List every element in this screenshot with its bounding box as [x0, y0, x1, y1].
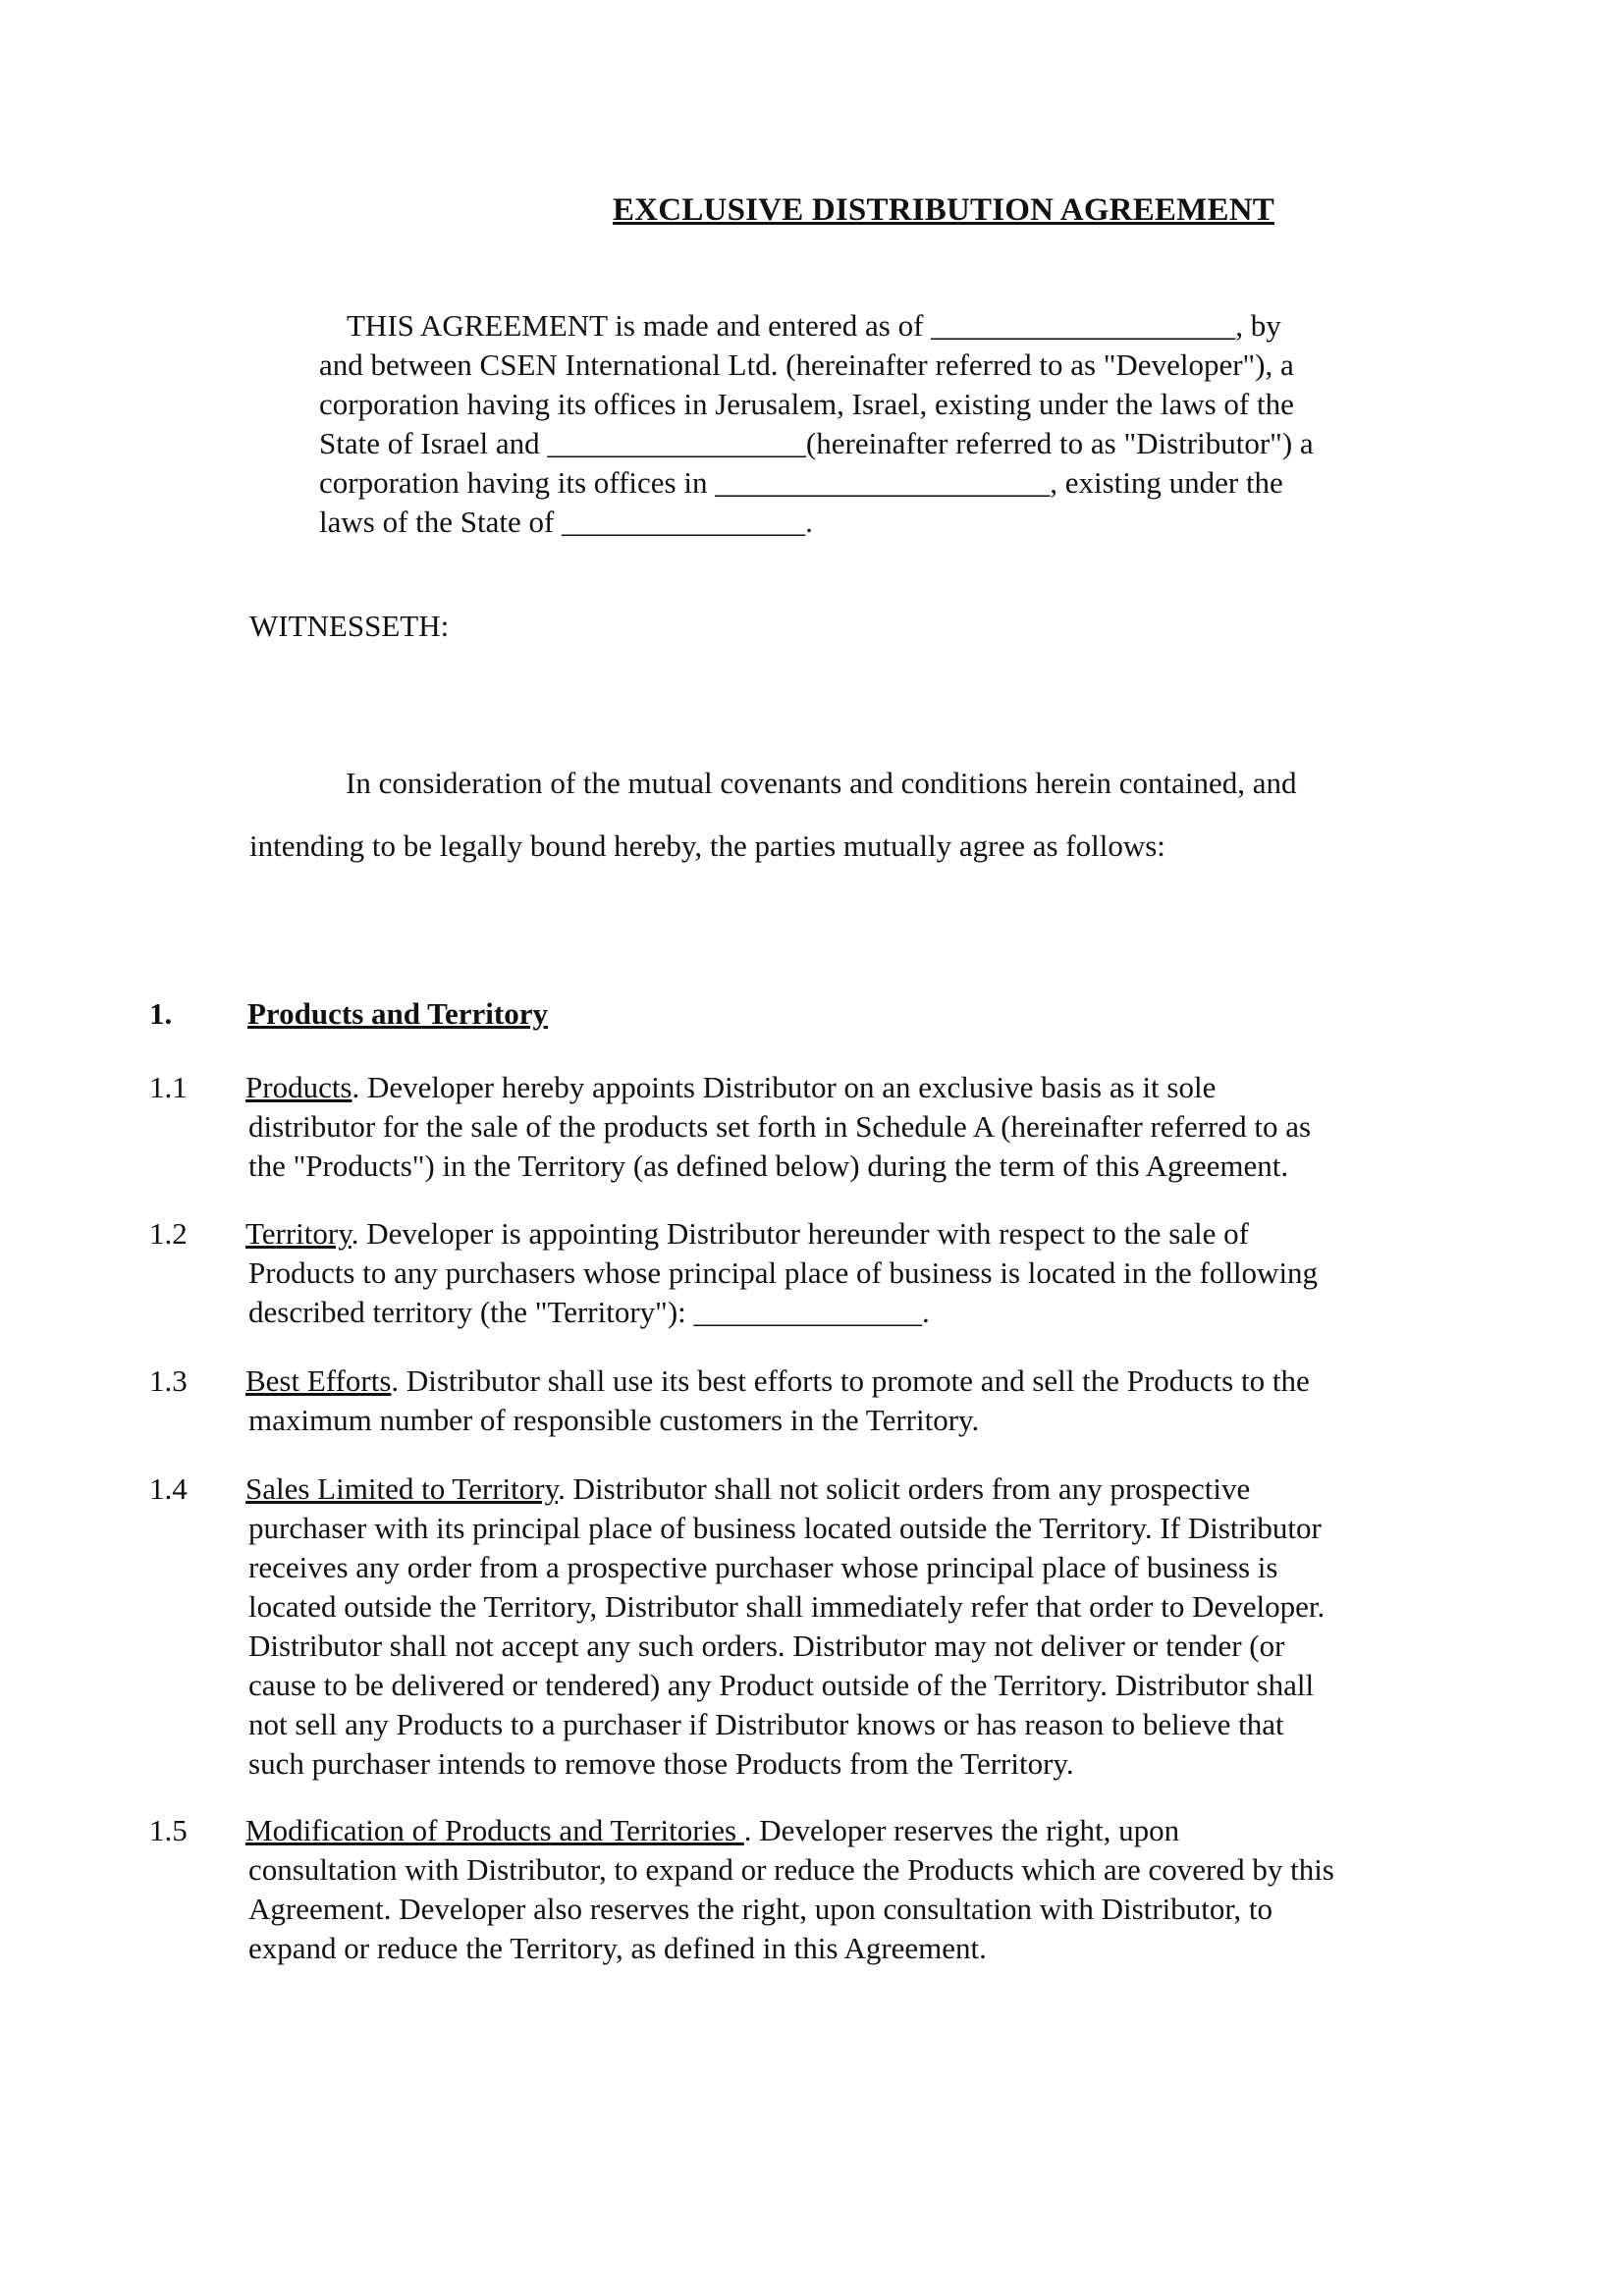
clause-number: 1.1 [149, 1070, 188, 1104]
clause-line: distributor for the sale of the products set forth in Schedule A (hereinafter referred to as [248, 1109, 1312, 1144]
preamble-paragraph [319, 306, 1399, 542]
clause-line: cause to be delivered or tendered) any Product outside of the Territory. Distributor shall [248, 1668, 1315, 1702]
consideration-paragraph [249, 752, 1408, 878]
clause-line: Distributor shall not accept any such orders. Distributor may not deliver or tender (or [248, 1629, 1285, 1663]
witnesseth-heading: WITNESSETH: [249, 609, 450, 643]
clause-line: located outside the Territory, Distributor shall immediately refer that order to Developer. [248, 1589, 1326, 1624]
clause-title: Territory [245, 1216, 352, 1251]
consideration-line: intending to be legally bound hereby, the parties mutually agree as follows: [249, 828, 1165, 863]
section-title: Products and Territory [247, 996, 548, 1031]
preamble-line: corporation having its offices in ______________________, existing under the [319, 465, 1283, 500]
clause-line: . Distributor shall use its best efforts to promote and sell the Products to the [391, 1363, 1310, 1398]
clause-1-5 [149, 1811, 1445, 1968]
clause-line: . Developer is appointing Distributor hereunder with respect to the sale of [351, 1216, 1249, 1251]
clause-line: Agreement. Developer also reserves the right, upon consultation with Distributor, to [248, 1892, 1273, 1926]
clause-title: Modification of Products and Territories [245, 1813, 744, 1847]
clause-number: 1.4 [149, 1471, 188, 1506]
clause-line: . Developer reserves the right, upon [743, 1813, 1180, 1847]
clause-body [245, 1811, 1445, 1968]
clause-line: . Distributor shall not solicit orders from any prospective [558, 1471, 1251, 1506]
consideration-line: In consideration of the mutual covenants and conditions herein contained, and [346, 766, 1297, 800]
clause-body [245, 1469, 1445, 1784]
preamble-line: State of Israel and _________________(hereinafter referred to as "Distributor") a [319, 426, 1314, 460]
clause-line: such purchaser intends to remove those Products from the Territory. [248, 1746, 1074, 1781]
clause-line: not sell any Products to a purchaser if Distributor knows or has reason to believe that [248, 1707, 1284, 1741]
clause-number: 1.3 [149, 1363, 188, 1398]
section-heading [149, 996, 548, 1032]
clause-1-2 [149, 1214, 1445, 1332]
section-number: 1. [149, 996, 173, 1031]
clause-body [245, 1214, 1445, 1332]
clause-line: purchaser with its principal place of business located outside the Territory. If Distributor [248, 1511, 1322, 1545]
clause-line: described territory (the "Territory"): _______________. [248, 1295, 930, 1329]
clause-line: expand or reduce the Territory, as defined in this Agreement. [248, 1931, 987, 1965]
clause-line: the "Products") in the Territory (as defined below) during the term of this Agreement. [248, 1148, 1289, 1183]
clause-number: 1.2 [149, 1216, 188, 1251]
clause-1-1 [149, 1068, 1445, 1186]
preamble-line: and between CSEN International Ltd. (hereinafter referred to as "Developer"), a [319, 347, 1294, 382]
clause-line: consultation with Distributor, to expand or reduce the Products which are covered by this [248, 1852, 1334, 1887]
clause-body [245, 1362, 1445, 1440]
preamble-line: THIS AGREEMENT is made and entered as of ____________________, by [347, 308, 1281, 343]
clause-line: . Developer hereby appoints Distributor on an exclusive basis as it sole [352, 1070, 1217, 1104]
clause-body [245, 1068, 1445, 1186]
clause-line: Products to any purchasers whose principal place of business is located in the following [248, 1255, 1319, 1290]
clause-title: Products [245, 1070, 352, 1104]
clause-1-3 [149, 1362, 1445, 1440]
clause-line: maximum number of responsible customers in the Territory. [248, 1403, 980, 1437]
clause-line: receives any order from a prospective purchaser whose principal place of business is [248, 1550, 1278, 1584]
agreement-title: EXCLUSIVE DISTRIBUTION AGREEMENT [613, 192, 1274, 228]
preamble-line: laws of the State of ________________. [319, 505, 813, 539]
clause-title: Sales Limited to Territory [245, 1471, 559, 1506]
preamble-line: corporation having its offices in Jerusalem, Israel, existing under the laws of the [319, 387, 1294, 421]
clause-1-4 [149, 1469, 1445, 1784]
clause-number: 1.5 [149, 1813, 188, 1847]
clause-title: Best Efforts [245, 1363, 392, 1398]
